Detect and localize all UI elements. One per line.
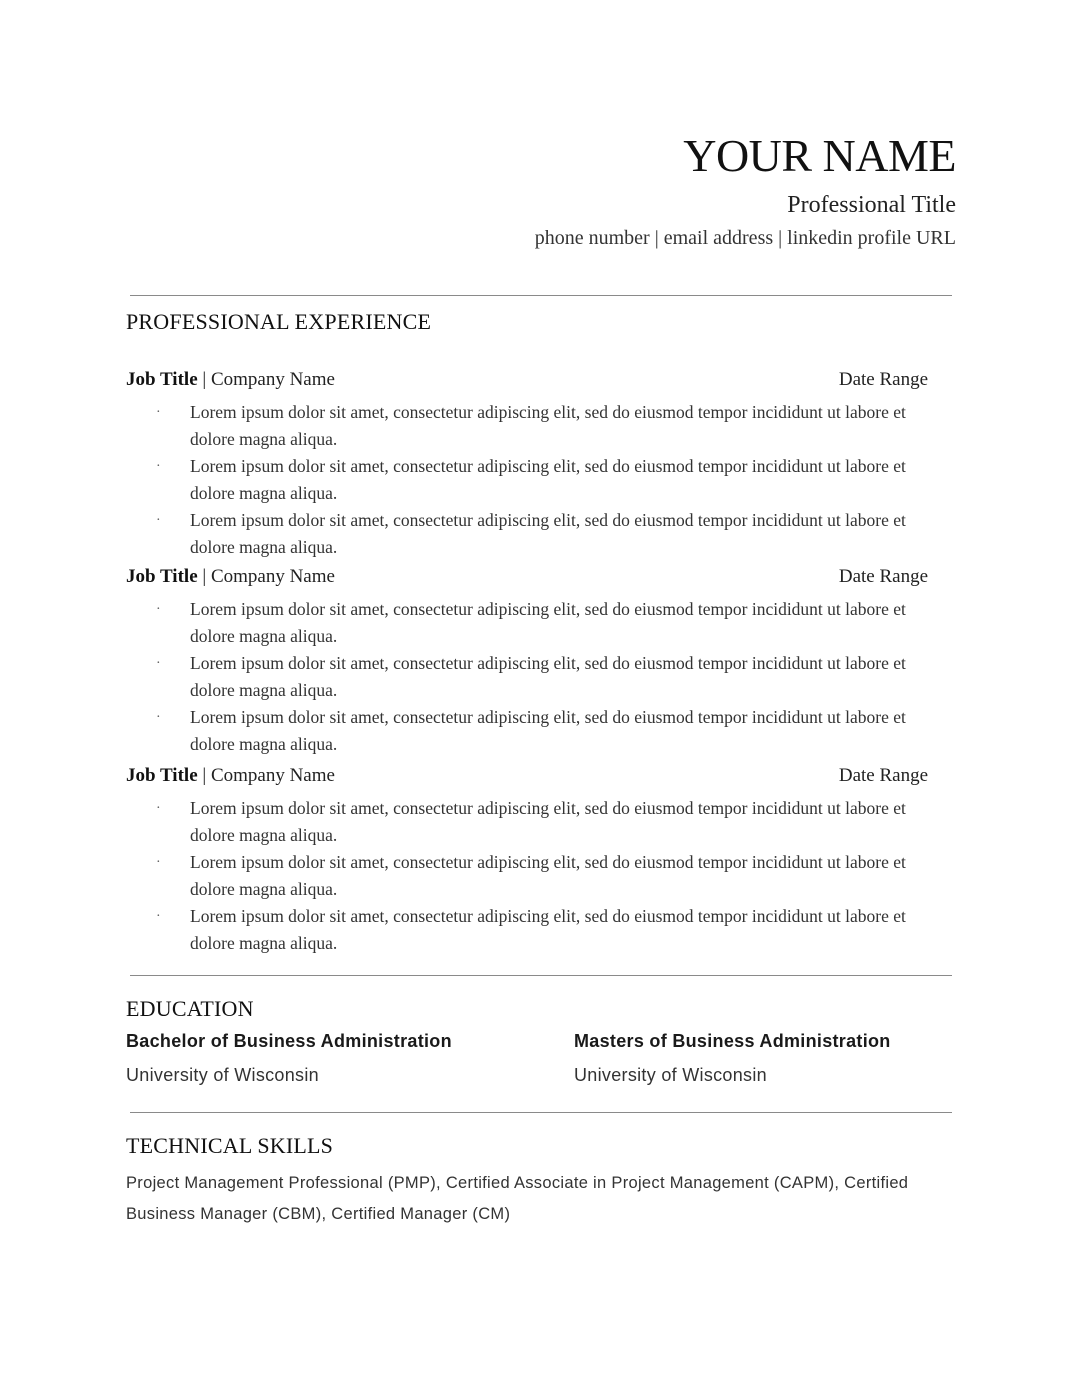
bullet-dot-icon: · xyxy=(156,602,161,617)
bullet-item xyxy=(126,650,936,704)
school-name: University of Wisconsin xyxy=(126,1065,319,1085)
date-range: Date Range xyxy=(838,566,928,587)
degree-name: Masters of Business Administration xyxy=(574,1031,891,1051)
bullet-item xyxy=(126,704,936,758)
job-entry-2 xyxy=(126,564,936,758)
job-separator: | xyxy=(197,369,211,390)
bullet-dot-icon: · xyxy=(156,855,161,870)
skills-heading: TECHNICAL SKILLS xyxy=(126,1133,334,1158)
job-bullets xyxy=(126,795,936,957)
job-separator: | xyxy=(197,765,211,786)
bullet-dot-icon: · xyxy=(156,801,161,816)
candidate-name: YOUR NAME xyxy=(683,130,956,181)
bullet-text: Lorem ipsum dolor sit amet, consectetur adipiscing elit, sed do eiusmod tempor incididunt ut labore et dolore magna aliqua. xyxy=(190,707,906,754)
resume-header xyxy=(535,128,956,251)
education-entry-1 xyxy=(126,1029,452,1087)
bullet-item xyxy=(126,453,936,507)
job-bullets xyxy=(126,596,936,758)
bullet-dot-icon: · xyxy=(156,405,161,420)
job-separator: | xyxy=(197,566,211,587)
job-header xyxy=(126,564,936,590)
job-title: Job Title xyxy=(126,765,198,786)
job-header xyxy=(126,763,936,789)
bullet-text: Lorem ipsum dolor sit amet, consectetur adipiscing elit, sed do eiusmod tempor incididunt ut labore et dolore magna aliqua. xyxy=(190,456,906,503)
contact-line: phone number | email address | linkedin profile URL xyxy=(534,227,956,249)
company-name: Company Name xyxy=(210,566,335,587)
bullet-dot-icon: · xyxy=(156,656,161,671)
bullet-dot-icon: · xyxy=(156,459,161,474)
bullet-item xyxy=(126,795,936,849)
bullet-dot-icon: · xyxy=(156,513,161,528)
degree-name: Bachelor of Business Administration xyxy=(126,1031,452,1051)
professional-title: Professional Title xyxy=(787,192,956,218)
job-entry-1 xyxy=(126,367,936,561)
bullet-item xyxy=(126,399,936,453)
date-range: Date Range xyxy=(838,369,928,390)
bullet-item xyxy=(126,507,936,561)
job-title: Job Title xyxy=(126,566,198,587)
bullet-text: Lorem ipsum dolor sit amet, consectetur adipiscing elit, sed do eiusmod tempor incididunt ut labore et dolore magna aliqua. xyxy=(190,510,906,557)
education-entry-2 xyxy=(574,1029,891,1087)
company-name: Company Name xyxy=(210,369,335,390)
job-header xyxy=(126,367,936,393)
bullet-text: Lorem ipsum dolor sit amet, consectetur adipiscing elit, sed do eiusmod tempor incididunt ut labore et dolore magna aliqua. xyxy=(190,906,906,953)
divider-top xyxy=(130,295,952,296)
bullet-item xyxy=(126,903,936,957)
bullet-item xyxy=(126,596,936,650)
date-range: Date Range xyxy=(838,765,928,786)
bullet-dot-icon: · xyxy=(156,909,161,924)
bullet-text: Lorem ipsum dolor sit amet, consectetur adipiscing elit, sed do eiusmod tempor incididunt ut labore et dolore magna aliqua. xyxy=(190,653,906,700)
skills-text: Project Management Professional (PMP), Certified Associate in Project Management (CAPM), Certified Business Manager (CBM), Certified Manager (CM) xyxy=(126,1174,909,1223)
job-bullets xyxy=(126,399,936,561)
divider-skills xyxy=(130,1112,952,1113)
experience-heading: PROFESSIONAL EXPERIENCE xyxy=(126,309,432,334)
bullet-dot-icon: · xyxy=(156,710,161,725)
bullet-text: Lorem ipsum dolor sit amet, consectetur adipiscing elit, sed do eiusmod tempor incididunt ut labore et dolore magna aliqua. xyxy=(190,798,906,845)
bullet-text: Lorem ipsum dolor sit amet, consectetur adipiscing elit, sed do eiusmod tempor incididunt ut labore et dolore magna aliqua. xyxy=(190,852,906,899)
education-heading: EDUCATION xyxy=(126,996,254,1021)
divider-education xyxy=(130,975,952,976)
bullet-text: Lorem ipsum dolor sit amet, consectetur adipiscing elit, sed do eiusmod tempor incididunt ut labore et dolore magna aliqua. xyxy=(190,599,906,646)
school-name: University of Wisconsin xyxy=(574,1065,767,1085)
bullet-item xyxy=(126,849,936,903)
job-title: Job Title xyxy=(126,369,198,390)
job-entry-3 xyxy=(126,763,936,957)
bullet-text: Lorem ipsum dolor sit amet, consectetur adipiscing elit, sed do eiusmod tempor incididunt ut labore et dolore magna aliqua. xyxy=(190,402,906,449)
company-name: Company Name xyxy=(210,765,335,786)
